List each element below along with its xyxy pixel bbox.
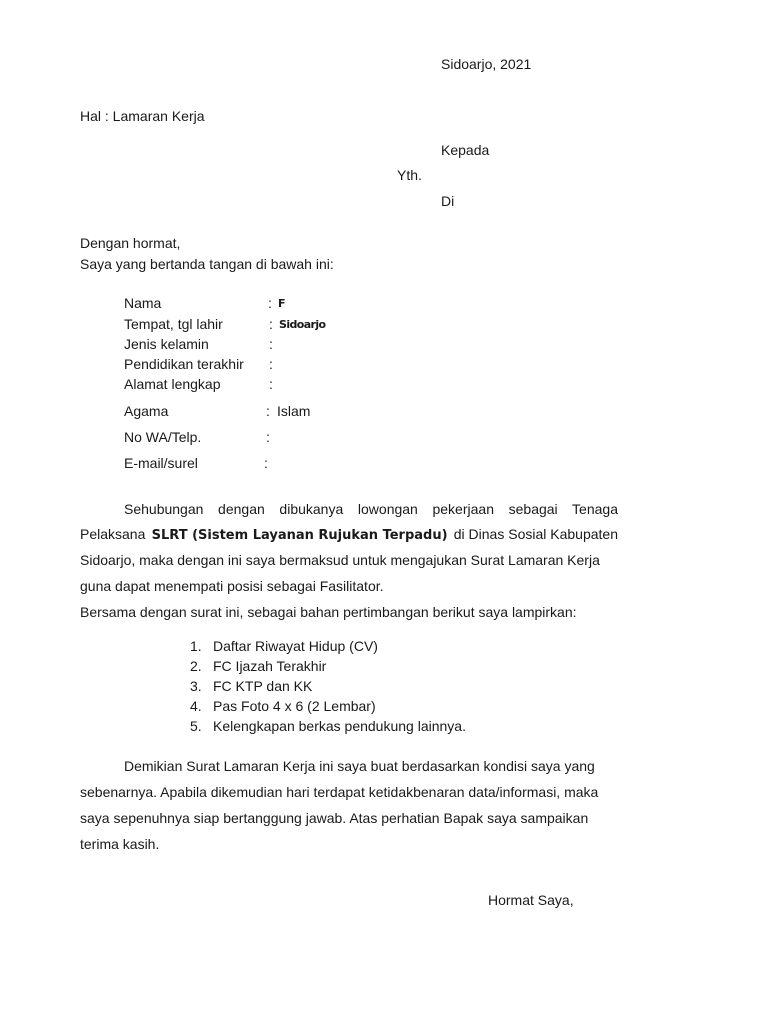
field-label-nama: Nama bbox=[124, 295, 162, 311]
program-name-bold: SLRT (Sistem Layanan Rujukan Terpadu) bbox=[151, 528, 448, 543]
list-number: 4. bbox=[190, 698, 202, 714]
list-number: 3. bbox=[190, 678, 202, 694]
body-text-pelaksana: Pelaksana bbox=[80, 526, 146, 542]
body-paragraph-1-line-1 bbox=[124, 501, 618, 517]
field-label-jenis-kelamin: Jenis kelamin bbox=[124, 336, 209, 352]
field-label-agama: Agama bbox=[124, 403, 169, 419]
field-colon: : bbox=[266, 429, 270, 445]
recipient-kepada: Kepada bbox=[441, 142, 490, 158]
subject-line: Hal : Lamaran Kerja bbox=[80, 108, 205, 124]
recipient-yth: Yth. bbox=[397, 167, 422, 183]
closing-line-2: sebenarnya. Apabila dikemudian hari terdapat ketidakbenaran data/informasi, maka bbox=[80, 784, 599, 800]
list-item: FC KTP dan KK bbox=[213, 678, 313, 694]
body-paragraph-1-line-4: guna dapat menempati posisi sebagai Fasilitator. bbox=[80, 578, 384, 594]
list-number: 2. bbox=[190, 658, 202, 674]
list-item: Pas Foto 4 x 6 (2 Lembar) bbox=[213, 698, 376, 714]
list-number: 1. bbox=[190, 638, 202, 654]
list-item: Kelengkapan berkas pendukung lainnya. bbox=[213, 718, 466, 734]
body-text-dinas: di Dinas Sosial Kabupaten bbox=[453, 526, 618, 542]
recipient-di: Di bbox=[441, 193, 455, 209]
field-colon: : bbox=[268, 295, 272, 311]
place-date: Sidoarjo, 2021 bbox=[441, 56, 532, 72]
closing-line-1: Demikian Surat Lamaran Kerja ini saya buat berdasarkan kondisi saya yang bbox=[124, 758, 595, 774]
field-colon: : bbox=[269, 316, 273, 332]
greeting: Dengan hormat, bbox=[80, 235, 181, 251]
body-paragraph-1-line-3: Sidoarjo, maka dengan ini saya bermaksud untuk mengajukan Surat Lamaran Kerja bbox=[80, 552, 600, 568]
body-paragraph-2: Bersama dengan surat ini, sebagai bahan pertimbangan berikut saya lampirkan: bbox=[80, 604, 577, 620]
field-label-email: E-mail/surel bbox=[124, 455, 198, 471]
field-value-nama: F bbox=[278, 297, 285, 310]
field-label-ttl: Tempat, tgl lahir bbox=[124, 316, 223, 332]
field-colon: : bbox=[269, 376, 273, 392]
signoff: Hormat Saya, bbox=[488, 892, 574, 908]
body-paragraph-1-line-2 bbox=[80, 526, 618, 543]
intro-text: Saya yang bertanda tangan di bawah ini: bbox=[80, 256, 334, 272]
field-label-pendidikan: Pendidikan terakhir bbox=[124, 356, 244, 372]
list-number: 5. bbox=[190, 718, 202, 734]
body-text: Sehubungan dengan dibukanya lowongan pekerjaan sebagai Tenaga bbox=[124, 501, 618, 517]
list-item: FC Ijazah Terakhir bbox=[213, 658, 327, 674]
field-colon: : bbox=[269, 356, 273, 372]
field-label-alamat: Alamat lengkap bbox=[124, 376, 221, 392]
field-colon: : bbox=[264, 455, 268, 471]
field-value-ttl: Sidoarjo bbox=[279, 318, 326, 331]
field-colon: : bbox=[266, 403, 270, 419]
closing-line-3: saya sepenuhnya siap bertanggung jawab. Atas perhatian Bapak saya sampaikan bbox=[80, 810, 589, 826]
closing-line-4: terima kasih. bbox=[80, 836, 160, 852]
list-item: Daftar Riwayat Hidup (CV) bbox=[213, 638, 378, 654]
field-value-agama: Islam bbox=[277, 403, 311, 419]
field-label-wa: No WA/Telp. bbox=[124, 429, 202, 445]
field-colon: : bbox=[269, 336, 273, 352]
